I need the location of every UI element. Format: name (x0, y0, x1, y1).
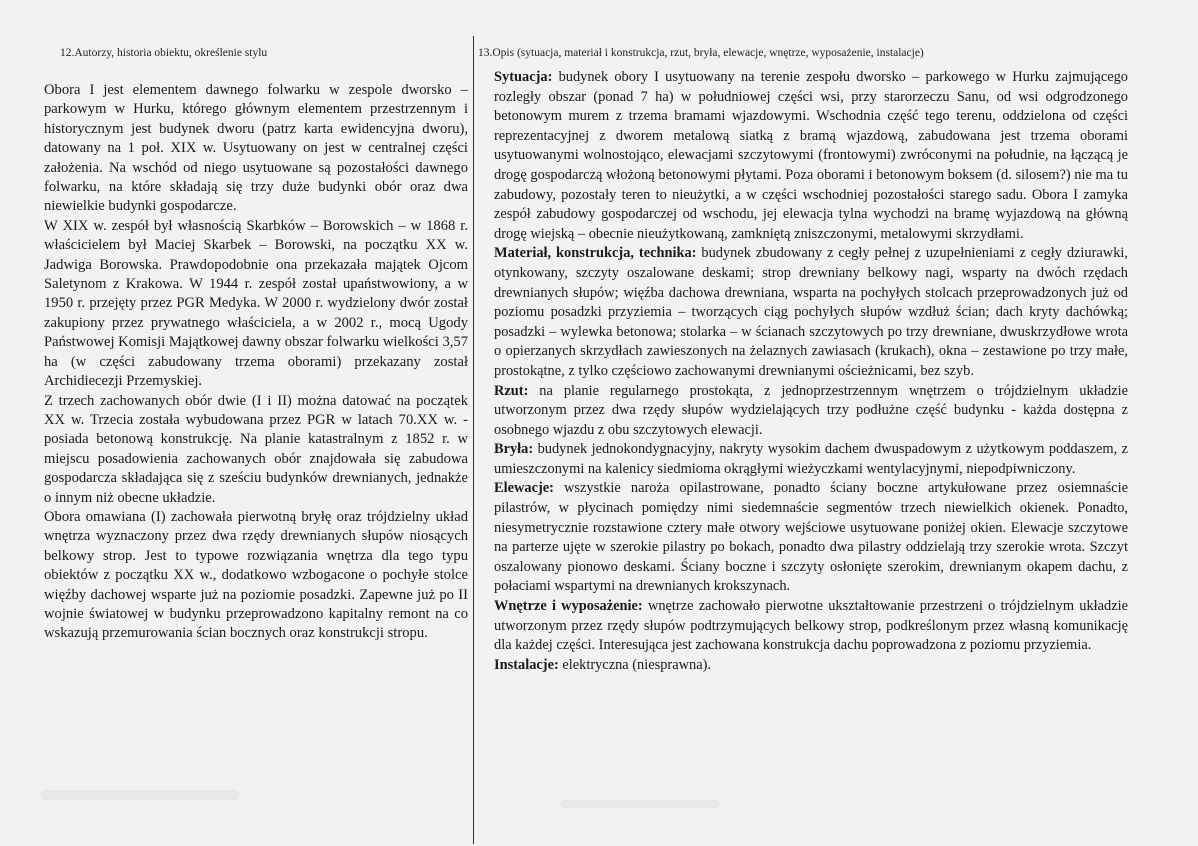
column-divider (473, 36, 474, 844)
right-column-body (494, 68, 1128, 675)
section-text: budynek zbudowany z cegły pełnej z uzupełnieniami z cegły dziurawki, otynkowany, szczyty oszalowane deskami; strop drewniany belkowy nagi, wsparty na dwóch rzędach drewnianych słupów; więźba dachowa drewniana, wsparta na pochyłych stolcach przeprowadzonych już od poziomu posadzki przyziemia – tworzących ciąg pochyłych słupów wzdłuż ścian; dach kryty dachówką; posadzki – wylewka betonowa; stolarka – w ścianach szczytowych po trzy drewniane, dwuskrzydłowe wrota o opierzanych skrzydłach zawieszonych na żelaznych zawiasach (krukach), okna – zestawione po trzy małe, prostokątne, z tylko częściowo zachowanymi drewnianymi ościeżnicami, bez szyb. (494, 245, 1128, 379)
section-label: Materiał, konstrukcja, technika: (494, 245, 697, 262)
section-text: wszystkie naroża opilastrowane, ponadto ściany boczne artykułowane przez osiemnaście pilastrów, w płycinach pomiędzy nimi siedemnaście segmentów trzech niewielkich okienek. Ponadto, niesymetrycznie rozstawione cztery małe otwory wejściowe usytuowane poniżej okien. Elewacje szczytowe na parterze ujęte w szerokie pilastry po bokach, ponadto dwa pilastry oddzielają trzy szerokie wrota. Szczyt oszalowany pionowo deskami. Ściany boczne i szczyty osłonięte szerokim, drewnianym okapem dachu, z połaciami wspartymi na drewnianych krokszynach. (494, 480, 1128, 595)
section-interior (494, 597, 1128, 656)
scan-smudge (40, 790, 240, 800)
section-label: Elewacje: (494, 480, 554, 497)
section-material (494, 244, 1128, 381)
history-paragraph: Z trzech zachowanych obór dwie (I i II) można datować na początek XX w. Trzecia została wybudowana przez PGR w latach 70.XX w. - posiada betonową konstrukcję. Na planie katastralnym z 1852 r. w miejscu posadowienia zachowanych obór znajdowała się zabudowa gospodarcza składająca się z sześciu budynków drewnianych, jednakże o innym niż obecne układzie. (44, 392, 468, 506)
section-text: na planie regularnego prostokąta, z jednoprzestrzennym wnętrzem o trójdzielnym układzie utworzonym przez dwa rzędy słupów wydzielających trzy podłużne część budynku - każda dostępna z osobnego wjazdu z obu szczytowych elewacji. (494, 382, 1128, 438)
section-plan (494, 382, 1128, 441)
section-text: budynek jednokondygnacyjny, nakryty wysokim dachem dwuspadowym z użytkowym poddaszem, z umieszczonymi na kalenicy siedmioma okrągłymi wieżyczkami wentylacyjnymi, niepodpiwniczony. (494, 441, 1128, 477)
section-installations (494, 656, 1128, 676)
section-label: Sytuacja: (494, 69, 553, 85)
section-label: Rzut: (494, 382, 529, 399)
section-situation (494, 68, 1128, 244)
history-paragraph: Obora omawiana (I) zachowała pierwotną bryłę oraz trójdzielny układ wnętrza wyznaczony przez dwa rzędy drewnianych słupów niosących belkowy strop. Jest to typowe rozwiązania wnętrza dla tego typu obiektów z początku XX w., dodatkowo wzbogacone o pochyłe stolce więźby dachowej wsparte już na poziomie posadzki. Zapewne już po II wojnie światowej w budynku przeprowadzono kapitalny remont na co wskazują przemurowania ścian bocznych oraz konstrukcji stropu. (44, 508, 468, 642)
history-paragraph: Obora I jest elementem dawnego folwarku w zespole dworsko – parkowym w Hurku, którego głównym elementem przestrzennym i historycznym jest budynek dworu (patrz karta ewidencyjna dworu), datowany na 1 poł. XIX w. Usytuowany on jest w centralnej części założenia. Na wschód od niego usytuowane są pozostałości dawnego folwarku, na które składają się trzy duże budynki obór oraz dwa niewielkie budynki gospodarcze. (44, 82, 468, 215)
left-column-header: 12.Autorzy, historia obiektu, określenie stylu (60, 47, 268, 59)
history-paragraph: W XIX w. zespół był własnością Skarbków – Borowskich – w 1868 r. właścicielem był Maciej Skarbek – Borowski, na początku XX w. Jadwiga Borowska. Prawdopodobnie ona przekazała majątek Ojcom Saletynom z Krakowa. W 1944 r. zespół został upaństwowiony, a w 1950 r. przejęty przez PGR Medyka. W 2000 r. wydzielony dwór został zakupiony przez prywatnego właściciela, a w 2002 r., mocą Ugody Państwowej Komisji Majątkowej dawny obszar folwarku wielkości 3,57 ha (w części zabudowany trzema oborami) przekazany został Archidiecezji Przemyskiej. (44, 217, 468, 390)
section-label: Bryła: (494, 441, 534, 458)
section-label: Wnętrze i wyposażenie: (494, 598, 643, 615)
section-text: elektryczna (niesprawna). (558, 656, 711, 673)
scan-smudge (560, 800, 720, 808)
section-elevations (494, 479, 1128, 597)
section-form (494, 440, 1128, 479)
right-column-header: 13.Opis (sytuacja, materiał i konstrukcja, rzut, bryła, elewacje, wnętrze, wyposażenie, instalacje) (478, 47, 924, 59)
section-text: wnętrze zachowało pierwotne ukształtowanie przestrzeni o trójdzielnym układzie utworzonym przez rzędy słupów podtrzymujących belkowy strop, podkreślonym przez własną komunikację dla każdej części. Interesująca jest zachowana konstrukcja dachu poprowadzona z poziomu przyziemia. (494, 598, 1128, 654)
left-column-body (44, 81, 468, 644)
section-label: Instalacje: (494, 656, 559, 673)
section-text: budynek obory I usytuowany na terenie zespołu dworsko – parkowego w Hurku zajmującego rozległy obszar (ponad 7 ha) w południowej części wsi, przy starorzeczu Sanu, od wsi odgrodzonego betonowym murem z trzema bramami wjazdowymi. Wschodnia część tego terenu, oddzielona od części reprezentacyjnej z dworem metalową siatką z bramą wjazdową, zabudowana jest trzema oborami usytuowanymi wolnostojąco, elewacjami szczytowymi (frontowymi) zwróconymi na południe, na łączącą je drogę gospodarczą włożoną betonowymi płytami. Poza oborami i betonowym boksem (d. silosem?) nie ma tu zabudowy, pozostały teren to nieużytki, a w części wschodniej pozostałości starego sadu. Obora I zamyka zespół zabudowy gospodarczej od wschodu, jej elewacja tylna wychodzi na bramę wyjazdową na główną drogę wiejską – obecnie nieużytkowaną, zamkniętą zniszczonymi, metalowymi skrzydłami. (494, 69, 1128, 242)
